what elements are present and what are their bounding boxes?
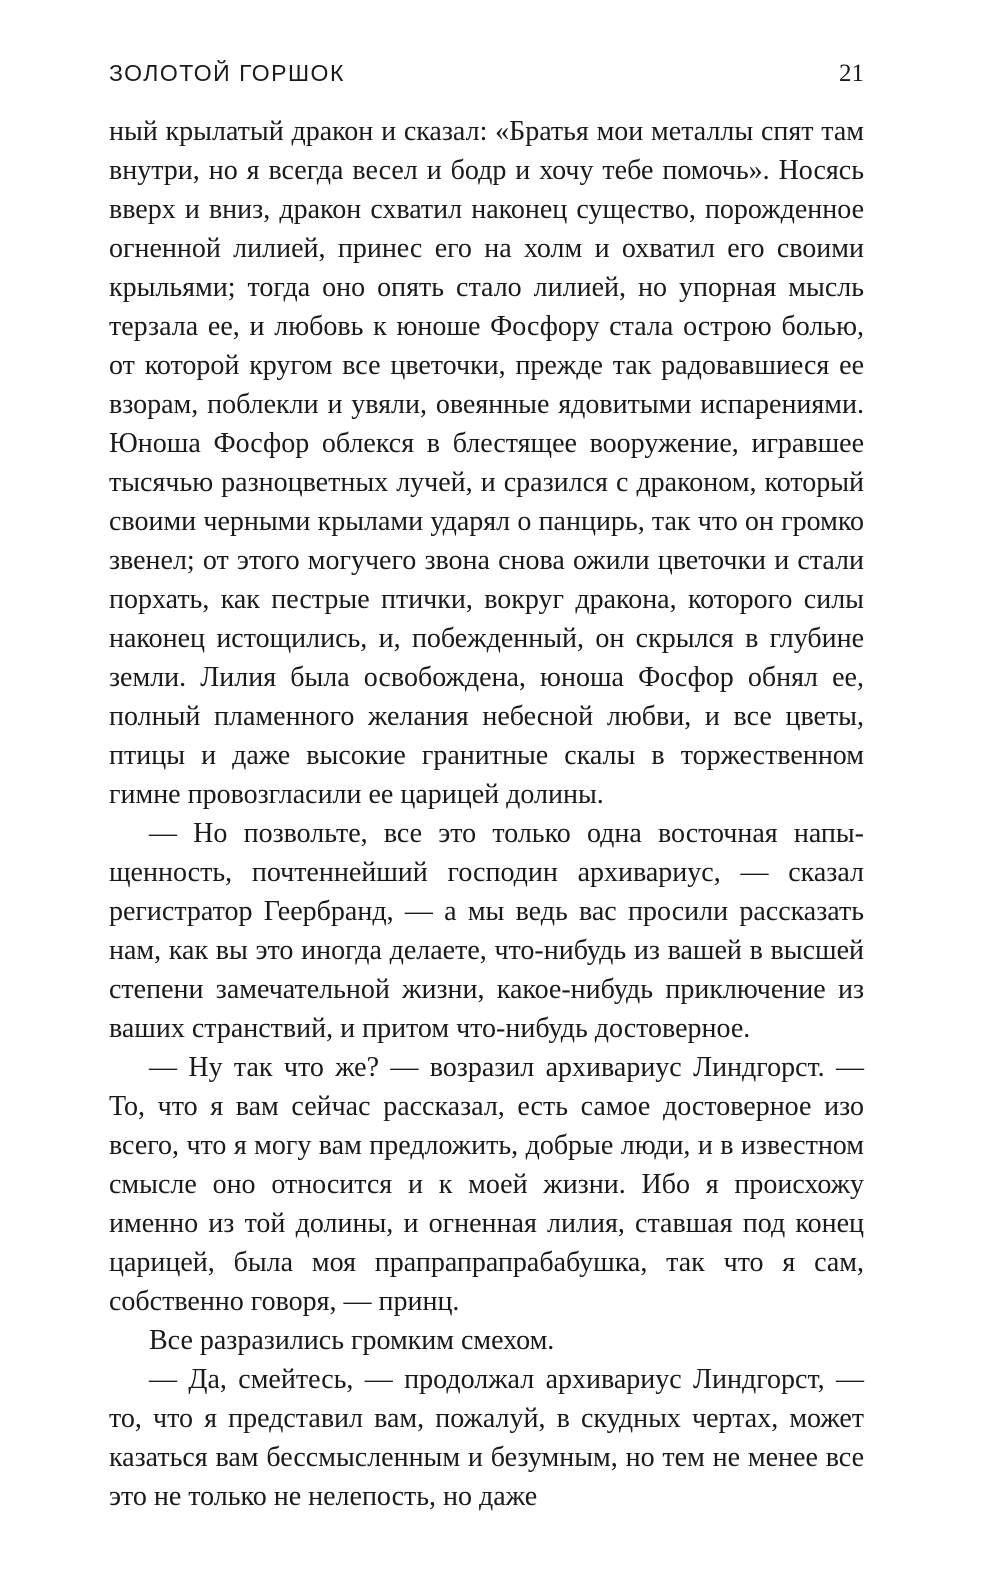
running-title: ЗОЛОТОЙ ГОРШОК bbox=[109, 60, 345, 86]
running-head bbox=[109, 60, 864, 112]
page-number: 21 bbox=[839, 60, 864, 87]
paragraph: — Но позвольте, все это только одна восточная напыщенность, почтеннейший господин архивариус, — сказал регистратор Геербранд, — а мы ведь вас просили рассказать нам, как вы это иногда делаете, что-нибудь из вашей в высшей степени замечательной жизни, какое-нибудь приключение из ваших странствий, и притом что-нибудь достоверное. bbox=[109, 818, 864, 1044]
paragraph-continued: ный крылатый дракон и сказал: «Братья мои металлы спят там внутри, но я всегда весел и бодр и хочу тебе помочь». Носясь вверх и вниз, дракон схватил наконец существо, порожденное огненной лилией, принес его на холм и охватил его своими крыльями; тогда оно опять стало лилией, но упорная мысль терзала ее, и любовь к юноше Фосфору стала острою болью, от которой кругом все цветочки, прежде так радовавшиеся ее взорам, поблекли и увяли, овеянные ядовитыми испарениями. Юноша Фосфор облекся в блестящее вооружение, игравшее тысячью разноцветных лучей, и сразился с драконом, который своими черными крылами ударял о панцирь, так что он громко звенел; от этого могучего звона снова ожили цветочки и стали порхать, как пестрые птички, вокруг дракона, которого силы наконец истощились, и, побежденный, он скрылся в глубине земли. Лилия была освобождена, юноша Фосфор обнял ее, полный пламенного желания небесной любви, и все цветы, птицы и даже высокие гранитные скалы в торжественном гимне провозгласили ее царицей долины. bbox=[109, 116, 864, 810]
paragraph: — Да, смейтесь, — продолжал архивариус Линдгорст, — то, что я представил вам, пожалуй, в скудных чертах, может казаться вам бессмысленным и безумным, но тем не менее все это не только не нелепость, но даже bbox=[109, 1364, 864, 1512]
paragraph: — Ну так что же? — возразил архивариус Линдгорст. — То, что я вам сейчас рассказал, есть самое достоверное изо всего, что я могу вам предложить, добрые люди, и в известном смысле оно относится и к моей жизни. Ибо я происхожу именно из той долины, и огненная лилия, ставшая под конец царицей, была моя прапрапрапрабабушка, так что я сам, собственно говоря, — принц. bbox=[109, 1052, 864, 1317]
paragraph: Все разразились громким смехом. bbox=[149, 1325, 555, 1356]
book-page bbox=[109, 60, 864, 1516]
body-text bbox=[109, 112, 864, 1516]
